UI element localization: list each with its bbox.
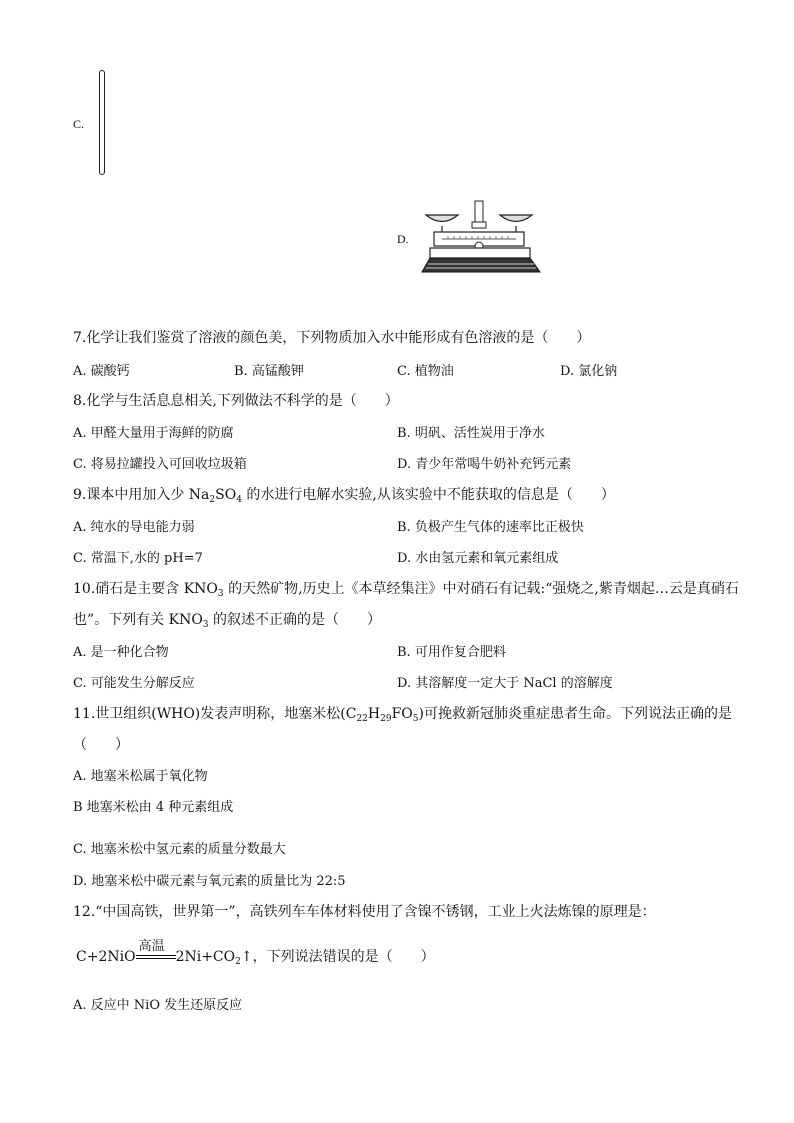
q10-option-a: A. 是一种化合物 — [73, 645, 169, 660]
q12-equation: C+2NiO 高温 $2Ni+CO_2↑$，下列说法错误的是（ ） — [76, 939, 435, 967]
q11-option-d: D. 地塞米松中碳元素与氧元素的质量比为 22:5 — [73, 874, 346, 889]
option-c-label: C. — [73, 117, 85, 131]
q7-option-d: D. 氯化钠 — [560, 364, 618, 379]
q7-stem: 7.化学让我们鉴赏了溶液的颜色美，下列物质加入水中能形成有色溶液的是（ ） — [73, 330, 591, 346]
q10-option-d: D. 其溶解度一定大于 NaCl 的溶解度 — [397, 676, 613, 691]
q7-option-c: C. 植物油 — [397, 364, 454, 379]
q12-stem: 12.“中国高铁，世界第一”，高铁列车车体材料使用了含镍不锈钢，工业上火法炼镍的原理是： — [73, 904, 656, 920]
q11-option-a: A. 地塞米松属于氧化物 — [73, 769, 208, 784]
q12-equation-condition: 高温 — [136, 951, 176, 963]
q11-option-c: C. 地塞米松中氢元素的质量分数最大 — [73, 842, 286, 857]
q10-option-b: B. 可用作复合肥料 — [397, 645, 506, 660]
q10-option-c: C. 可能发生分解反应 — [73, 676, 195, 691]
option-d-label: D. — [397, 232, 409, 246]
q9-option-c: C. 常温下,水的 pH=7 — [73, 551, 203, 566]
q11-stem-line1: 11.世卫组织(WHO)发表声明称，地塞米松$(C_{22}H_{29}FO_5)$可挽救新冠肺炎重症患者生命。下列说法正确的是 — [73, 706, 732, 724]
q9-option-a: A. 纯水的导电能力弱 — [73, 520, 195, 535]
q10-stem-line2: 也”。下列有关 $KNO_3$ 的叙述不正确的是（ ） — [73, 612, 381, 630]
q8-stem: 8.化学与生活息息相关,下列做法不科学的是（ ） — [73, 393, 399, 409]
q9-stem: 9.课本中用加入少 $Na_2SO_4$ 的水进行电解水实验,从该实验中不能获取的信息是（ ） — [73, 487, 615, 505]
q8-option-a: A. 甲醛大量用于海鲜的防腐 — [73, 426, 234, 441]
q10-stem-line1: 10.硝石是主要含 $KNO_3$ 的天然矿物,历史上《本草经集注》中对硝石有记载:“强烧之,紫青烟起…云是真硝石 — [73, 581, 739, 599]
test-tube-figure — [99, 70, 105, 175]
q9-option-b: B. 负极产生气体的速率比正极快 — [397, 520, 584, 535]
q7-option-b: B. 高锰酸钾 — [234, 364, 304, 379]
q11-stem-line2: （ ） — [73, 737, 129, 753]
q12-option-a: A. 反应中 NiO 发生还原反应 — [73, 998, 243, 1013]
q11-option-b: B 地塞米松由 4 种元素组成 — [73, 800, 234, 815]
q7-option-a: A. 碳酸钙 — [73, 364, 130, 379]
q8-option-b: B. 明矾、活性炭用于净水 — [397, 426, 545, 441]
q9-option-d: D. 水由氢元素和氧元素组成 — [397, 551, 559, 566]
q8-option-c: C. 将易拉罐投入可回收垃圾箱 — [73, 457, 247, 472]
q8-option-d: D. 青少年常喝牛奶补充钙元素 — [397, 457, 572, 472]
balance-scale-figure — [420, 198, 545, 278]
